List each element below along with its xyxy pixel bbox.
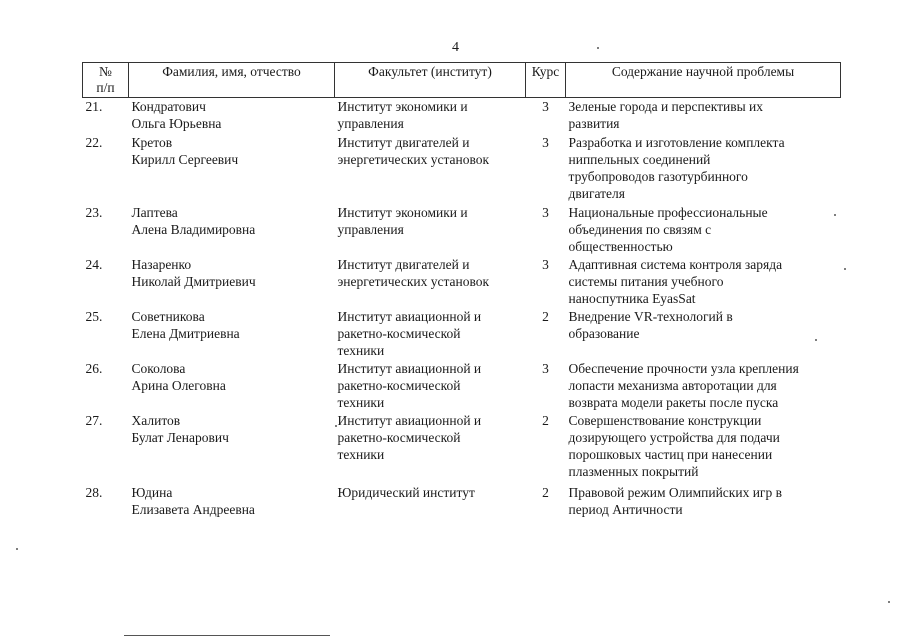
header-name: Фамилия, имя, отчество [129, 63, 335, 98]
scan-speck [815, 339, 817, 341]
scan-speck [335, 425, 337, 427]
row-name: Советникова Елена Дмитриевна [131, 308, 240, 341]
row-faculty: Институт двигателей и энергетических установок [337, 256, 490, 289]
students-table [82, 62, 841, 520]
row-course: 3 [542, 360, 549, 376]
row-faculty: Институт экономики и управления [337, 204, 468, 237]
row-topic: Обеспечение прочности узла крепления лопасти механизма авторотации для возврата модели ракеты после пуска [568, 360, 799, 410]
table-row [83, 412, 841, 484]
row-topic: Зеленые города и перспективы их развития [568, 99, 764, 131]
row-course: 2 [542, 412, 549, 428]
row-name: Соколова Арина Олеговна [131, 360, 226, 393]
row-num: 24. [85, 256, 103, 272]
row-name: Лаптева Алена Владимировна [131, 204, 256, 237]
table-row [83, 360, 841, 412]
row-faculty: Институт двигателей и энергетических установок [337, 134, 490, 167]
row-name: Назаренко Николай Дмитриевич [131, 256, 256, 289]
table-row [83, 204, 841, 256]
scan-speck [16, 548, 18, 550]
row-num: 28. [85, 484, 103, 500]
table-row [83, 98, 841, 134]
row-num: 26. [85, 360, 103, 376]
row-faculty: Юридический институт [337, 484, 475, 500]
header-course: Курс [526, 63, 566, 98]
signature-line [124, 635, 330, 636]
table-row [83, 134, 841, 204]
row-course: 2 [542, 484, 549, 500]
row-course: 3 [542, 99, 549, 114]
row-faculty: Институт экономики и управления [337, 99, 468, 131]
row-num: 23. [85, 204, 103, 220]
row-topic: Адаптивная система контроля заряда системы питания учебного наноспутника EyasSat [568, 256, 783, 306]
scan-speck [888, 601, 890, 603]
header-num: № п/п [83, 63, 129, 98]
row-name: Юдина Елизавета Андреевна [131, 484, 255, 517]
row-course: 3 [542, 134, 549, 150]
row-topic: Внедрение VR-технологий в образование [568, 308, 733, 341]
row-name: Халитов Булат Ленарович [131, 412, 229, 445]
table-header-row [83, 63, 841, 98]
row-name: Кондратович Ольга Юрьевна [131, 99, 222, 131]
table-row [83, 308, 841, 360]
row-num: 21. [85, 99, 103, 114]
row-faculty: Институт авиационной и ракетно-космической техники [337, 360, 482, 410]
row-name: Кретов Кирилл Сергеевич [131, 134, 239, 167]
row-course: 2 [542, 308, 549, 324]
row-topic: Правовой режим Олимпийских игр в период Античности [568, 484, 782, 517]
row-faculty: Институт авиационной и ракетно-космической техники [337, 308, 482, 358]
row-course: 3 [542, 256, 549, 272]
row-course: 3 [542, 204, 549, 220]
row-num: 22. [85, 134, 103, 150]
row-faculty: Институт авиационной и ракетно-космической техники [337, 412, 482, 462]
scan-speck [597, 47, 599, 49]
row-num: 25. [85, 308, 103, 324]
row-num: 27. [85, 412, 103, 428]
row-topic: Разработка и изготовление комплекта ниппельных соединений трубопроводов газотурбинного двигателя [568, 134, 785, 201]
row-topic: Совершенствование конструкции дозирующего устройства для подачи порошковых частиц при нанесении плазменных покрытий [568, 412, 780, 479]
header-topic: Содержание научной проблемы [566, 63, 841, 98]
page-number: 4 [452, 40, 459, 55]
scan-speck [844, 268, 846, 270]
table-row [83, 256, 841, 308]
scan-speck [834, 214, 836, 216]
header-faculty: Факультет (институт) [335, 63, 526, 98]
row-topic: Национальные профессиональные объединения по связям с общественностью [568, 204, 768, 254]
table-row [83, 484, 841, 520]
